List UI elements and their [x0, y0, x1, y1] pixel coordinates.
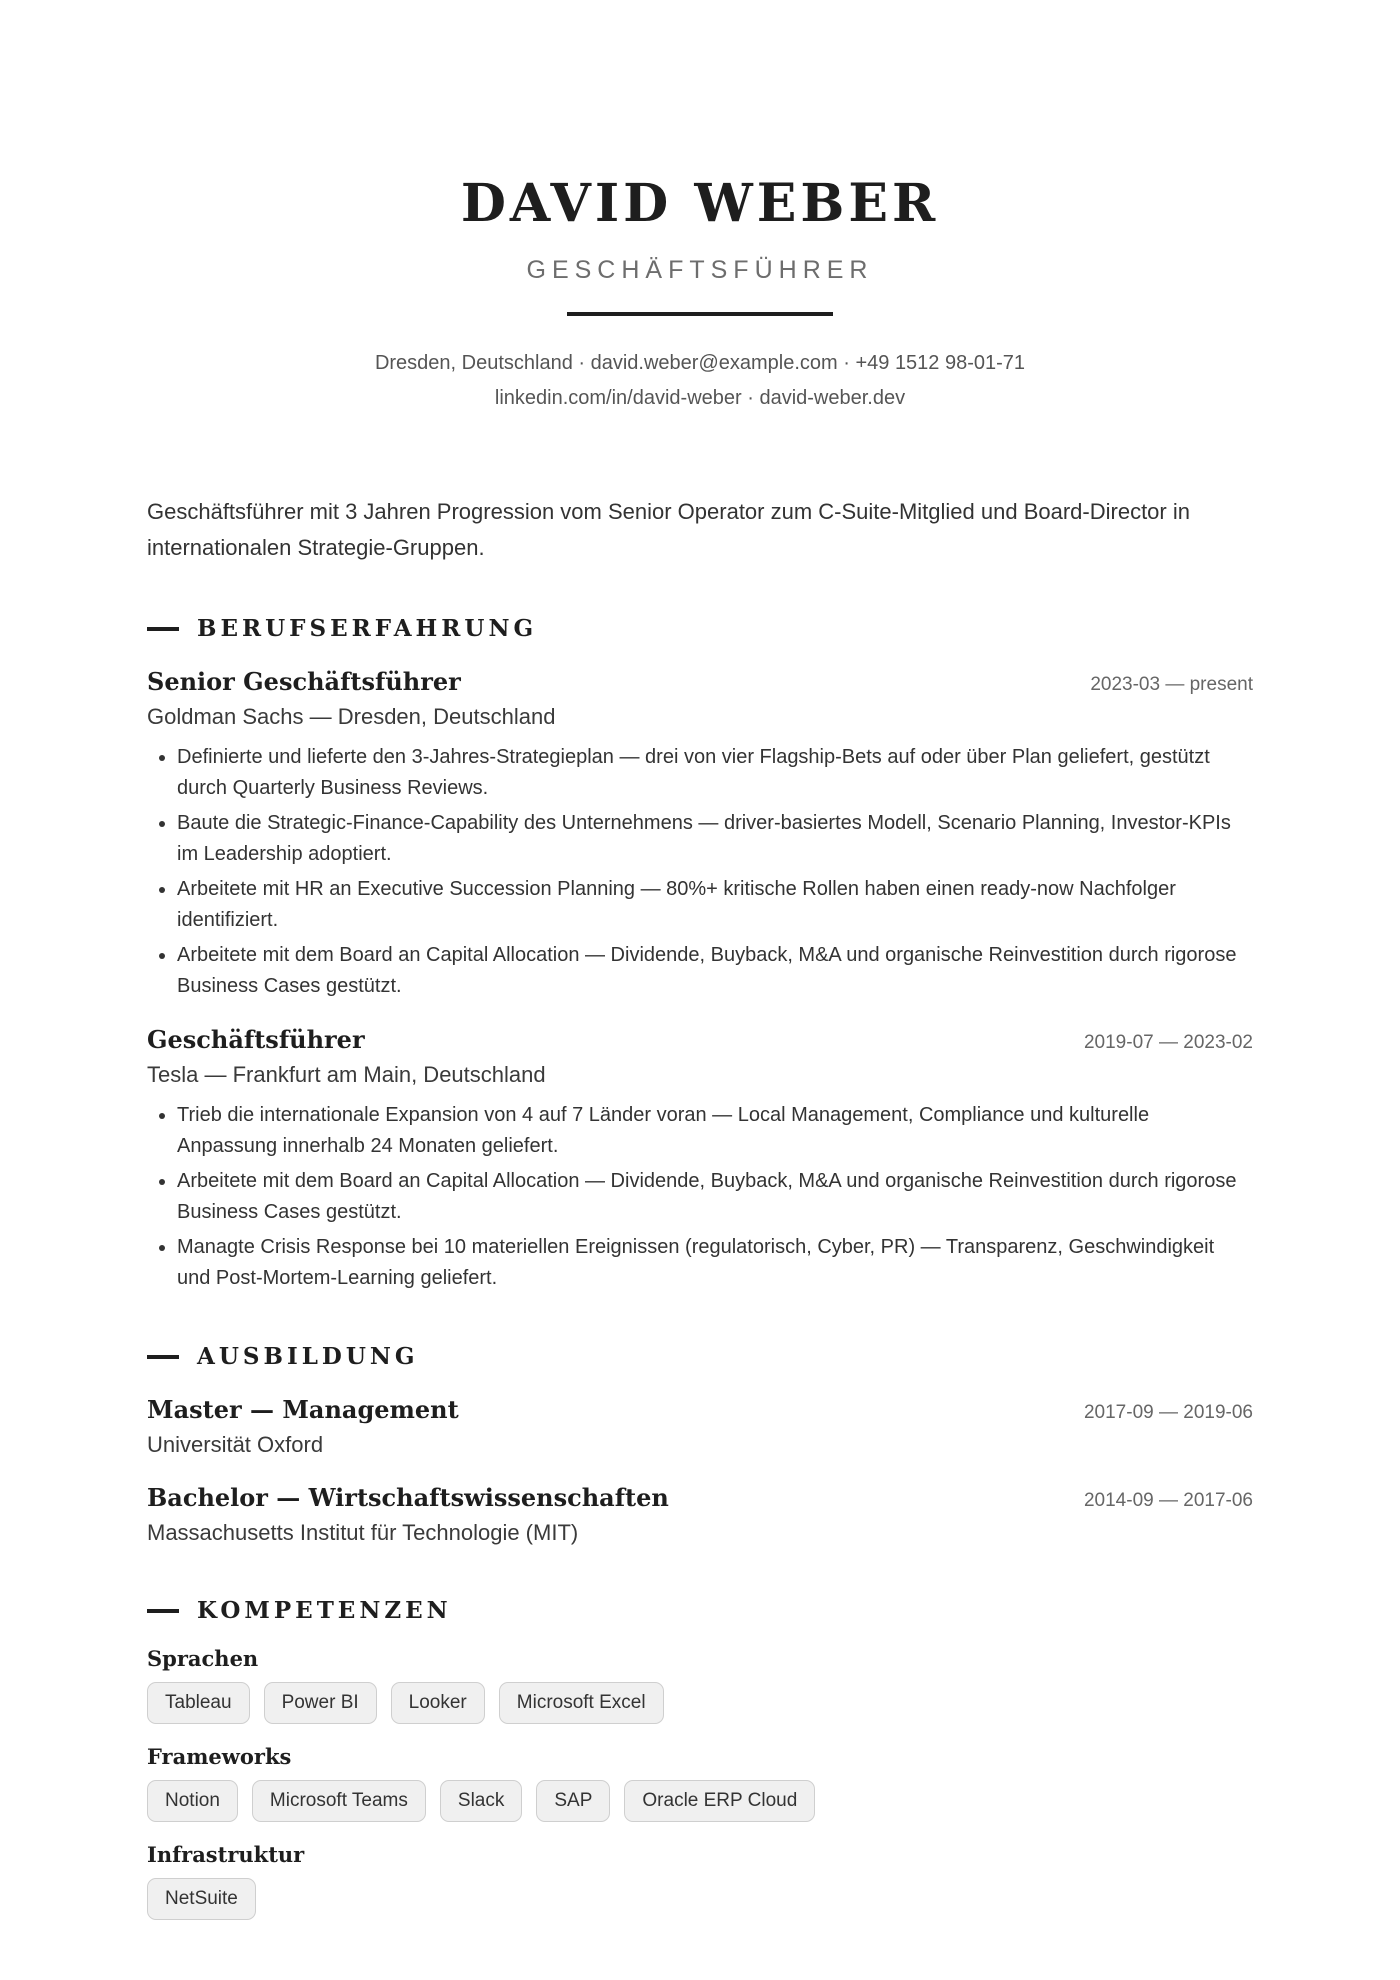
job-bullet: • Arbeitete mit dem Board an Capital Allocation — Dividende, Buyback, M&A und organische Reinvestition durch rigorose Business Cases gestützt. — [177, 1166, 1253, 1228]
job-dates: 2023-03 — present — [1090, 674, 1253, 695]
section-skills — [147, 1596, 1253, 1920]
section-heading-experience — [147, 614, 1253, 644]
skill-chip: Looker — [391, 1682, 485, 1724]
education-entry — [147, 1482, 1253, 1548]
education-entry — [147, 1394, 1253, 1460]
skill-group-label: Frameworks — [147, 1744, 292, 1769]
job-company: Goldman Sachs — Dresden, Deutschland — [147, 704, 556, 729]
job-bullet: • Managte Crisis Response bei 10 materiellen Ereignissen (regulatorisch, Cyber, PR) — Transparenz, Geschwindigkeit und Post-Mortem-Learning geliefert. — [177, 1232, 1253, 1294]
skill-group — [147, 1742, 1253, 1822]
school: Universität Oxford — [147, 1432, 324, 1457]
section-title-experience: BERUFSERFAHRUNG — [197, 615, 538, 642]
skill-chip: Power BI — [264, 1682, 377, 1724]
skill-chip: Oracle ERP Cloud — [624, 1780, 815, 1822]
job-entry — [147, 1024, 1253, 1294]
job-bullet: • Trieb die internationale Expansion von 4 auf 7 Länder voran — Local Management, Compliance und kulturelle Anpassung innerhalb 24 Monaten geliefert. — [177, 1100, 1253, 1162]
contact-info — [147, 346, 1253, 416]
skill-chip: Slack — [440, 1780, 522, 1822]
job-role: Senior Geschäftsführer — [147, 667, 461, 696]
skill-chip: Microsoft Excel — [499, 1682, 664, 1724]
job-bullet: • Arbeitete mit HR an Executive Succession Planning — 80%+ kritische Rollen haben einen ready-now Nachfolger identifiziert. — [177, 874, 1253, 936]
contact-line-links: linkedin.com/in/david-weber · david-weber.dev — [494, 387, 906, 409]
section-experience — [147, 614, 1253, 1294]
school: Massachusetts Institut für Technologie (MIT) — [147, 1520, 579, 1545]
candidate-name: DAVID WEBER — [460, 173, 940, 234]
heading-dash — [147, 1609, 179, 1613]
skill-chip: Microsoft Teams — [252, 1780, 426, 1822]
job-bullets — [147, 1100, 1253, 1294]
job-company: Tesla — Frankfurt am Main, Deutschland — [147, 1062, 546, 1087]
contact-line-location-email-phone: Dresden, Deutschland · david.weber@example.com · +49 1512 98-01-71 — [374, 352, 1026, 374]
heading-dash — [147, 1355, 179, 1359]
skill-chips — [147, 1878, 1253, 1920]
job-bullets — [147, 742, 1253, 1002]
degree: Bachelor — Wirtschaftswissenschaften — [147, 1483, 669, 1512]
skill-chip: NetSuite — [147, 1878, 256, 1920]
job-bullet: • Arbeitete mit dem Board an Capital Allocation — Dividende, Buyback, M&A und organische Reinvestition durch rigorose Business Cases gestützt. — [177, 940, 1253, 1002]
skill-chip: Notion — [147, 1780, 238, 1822]
section-title-skills: KOMPETENZEN — [197, 1597, 452, 1624]
job-entry — [147, 666, 1253, 1002]
resume-page — [147, 0, 1253, 1920]
skill-chips — [147, 1682, 1253, 1724]
job-bullet: • Definierte und lieferte den 3-Jahres-Strategieplan — drei von vier Flagship-Bets auf oder über Plan geliefert, gestützt durch Quarterly Business Reviews. — [177, 742, 1253, 804]
section-education — [147, 1342, 1253, 1548]
job-title: GESCHÄFTSFÜHRER — [526, 256, 874, 284]
resume-header — [147, 0, 1253, 416]
education-dates: 2014-09 — 2017-06 — [1083, 1490, 1253, 1511]
degree: Master — Management — [147, 1395, 459, 1424]
header-divider — [567, 312, 833, 316]
job-bullet: • Baute die Strategic-Finance-Capability des Unternehmens — driver-basiertes Modell, Scenario Planning, Investor-KPIs im Leadership adoptiert. — [177, 808, 1253, 870]
education-dates: 2017-09 — 2019-06 — [1083, 1402, 1253, 1423]
skill-group-label: Infrastruktur — [147, 1842, 305, 1867]
skill-chip: Tableau — [147, 1682, 250, 1724]
skill-chips — [147, 1780, 1253, 1822]
skill-chip: SAP — [536, 1780, 610, 1822]
job-role: Geschäftsführer — [147, 1025, 365, 1054]
job-dates: 2019-07 — 2023-02 — [1083, 1032, 1253, 1053]
heading-dash — [147, 627, 179, 631]
skill-group — [147, 1840, 1253, 1920]
section-heading-education — [147, 1342, 1253, 1372]
skill-group-label: Sprachen — [147, 1646, 259, 1671]
section-title-education: AUSBILDUNG — [197, 1343, 419, 1370]
section-heading-skills — [147, 1596, 1253, 1626]
skill-group — [147, 1644, 1253, 1724]
summary: Geschäftsführer mit 3 Jahren Progression vom Senior Operator zum C-Suite-Mitglied und Board-Director in internationalen Strategie-Gruppen. — [147, 499, 1190, 560]
